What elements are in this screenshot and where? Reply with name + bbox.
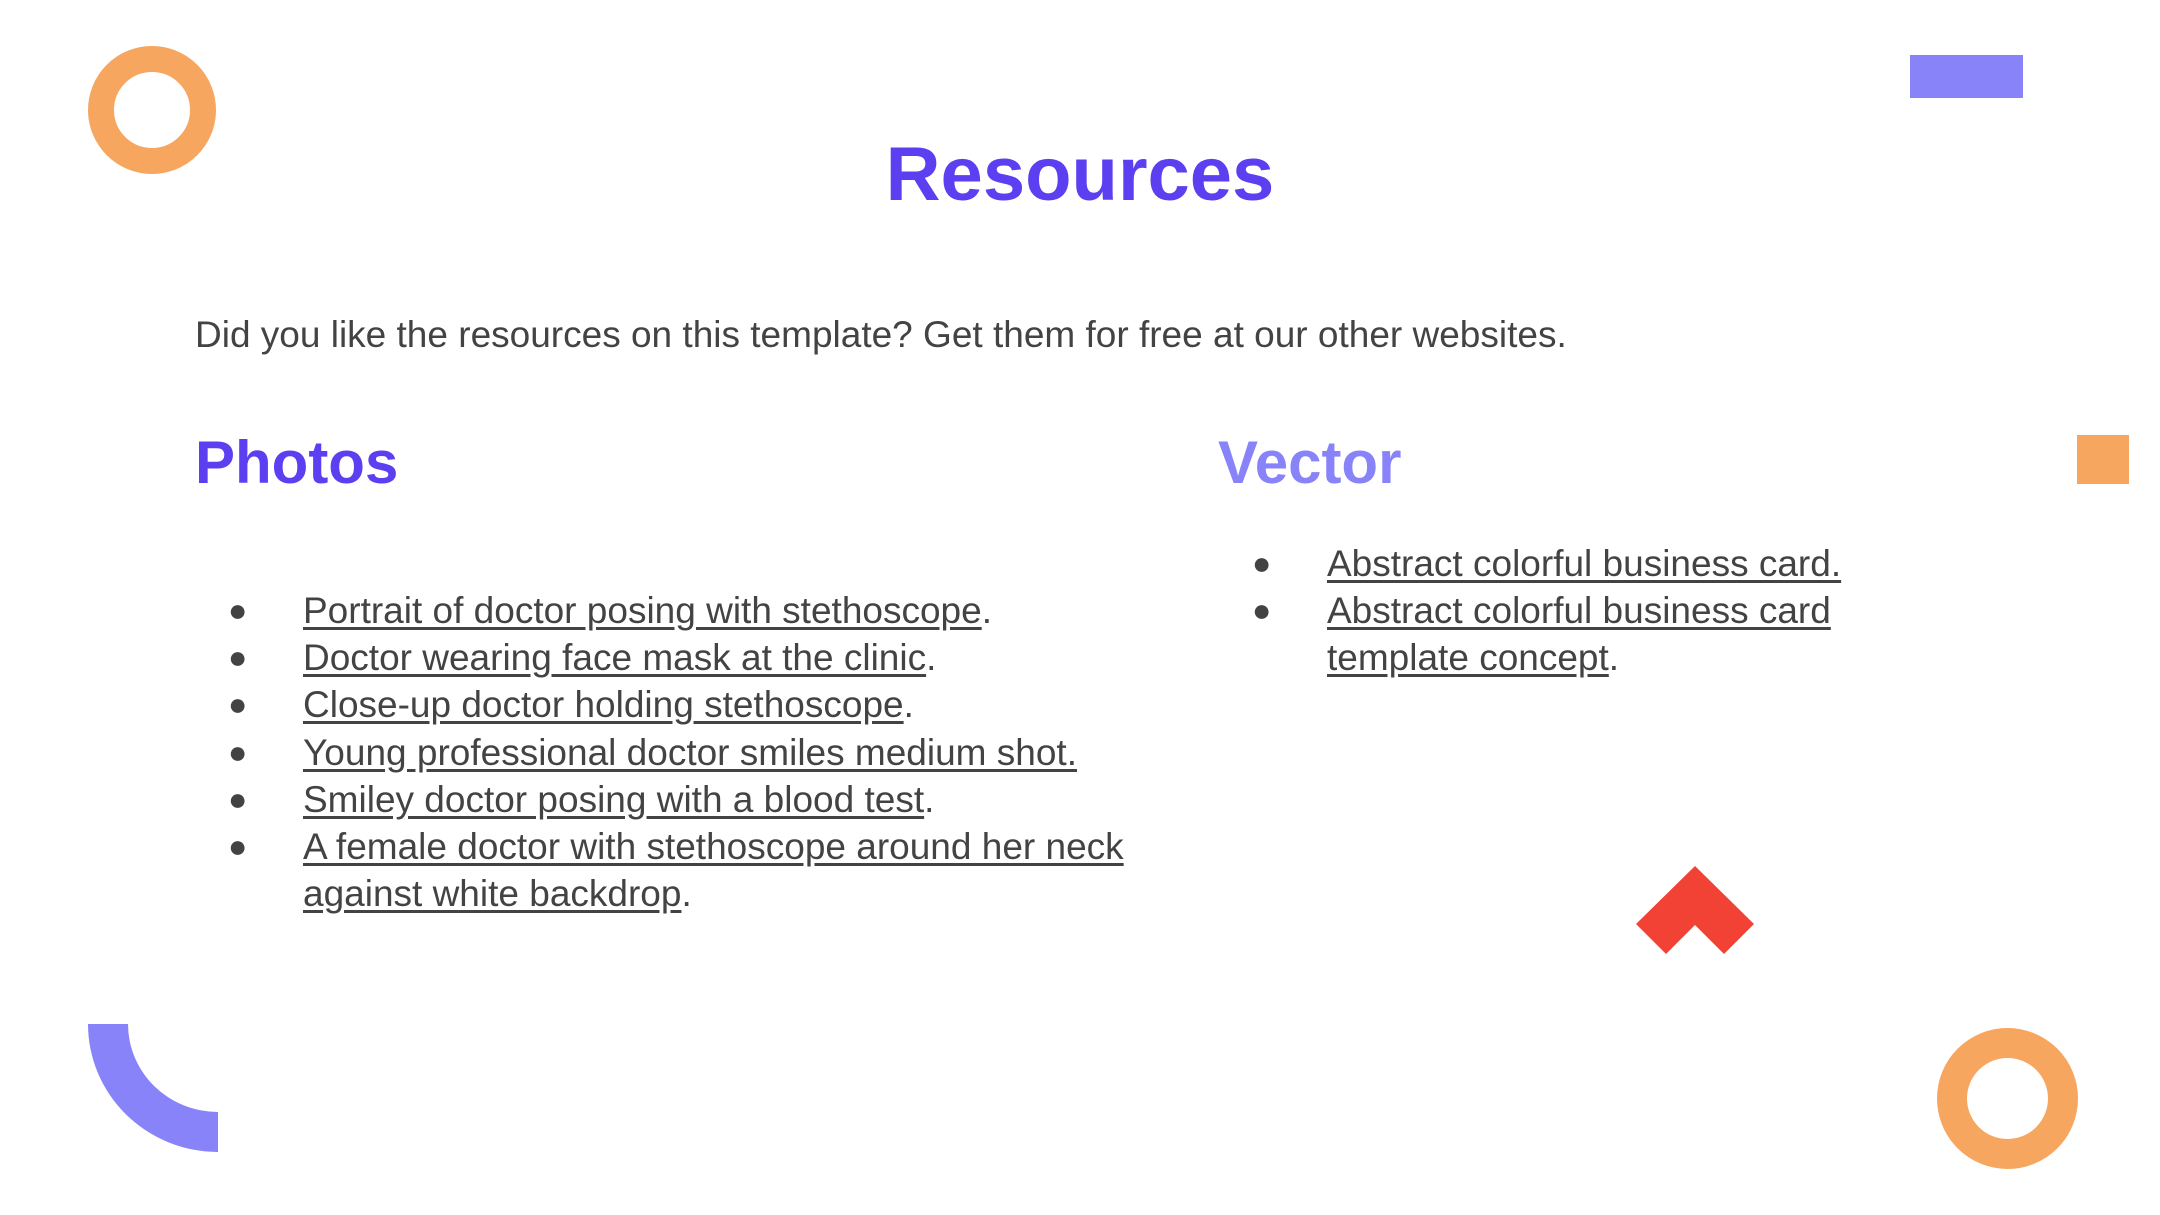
link-suffix: . (681, 873, 692, 915)
vector-list (1252, 540, 1952, 682)
list-item (228, 681, 1128, 728)
purple-arc-decoration (88, 1024, 218, 1152)
list-item (1252, 540, 1952, 587)
photo-link-blood-test[interactable]: Smiley doctor posing with a blood test (303, 778, 925, 820)
bullet-icon: ● (228, 639, 248, 676)
list-item (228, 823, 1128, 917)
intro-text: Did you like the resources on this template? Get them for free at our other websites. (195, 314, 1567, 355)
list-item (228, 634, 1128, 681)
chevron-up-icon (1636, 866, 1754, 954)
link-suffix: . (1608, 637, 1620, 679)
list-item (1252, 587, 1952, 681)
photos-list (228, 587, 1128, 917)
bullet-icon: ● (228, 592, 248, 628)
list-item (228, 729, 1128, 776)
link-suffix: . (981, 590, 992, 631)
photo-link-female-doctor[interactable]: A female doctor with stethoscope around her neck against white backdrop (303, 826, 1124, 915)
bullet-icon: ● (228, 780, 248, 817)
photo-link-portrait-doctor[interactable]: Portrait of doctor posing with stethoscope (303, 590, 982, 631)
bullet-icon: ● (228, 733, 248, 770)
link-suffix: . (924, 778, 935, 820)
list-item (228, 776, 1128, 823)
purple-rectangle-decoration (1910, 55, 2023, 98)
page-title: Resources (885, 132, 1275, 217)
link-suffix: . (903, 684, 914, 726)
bullet-icon: ● (228, 828, 248, 865)
list-item (228, 587, 1128, 634)
bullet-icon: ● (1252, 592, 1272, 629)
vector-heading: Vector (1218, 429, 1402, 496)
orange-square-decoration (2077, 435, 2129, 484)
bullet-icon: ● (1252, 545, 1272, 581)
vector-link-business-card-template[interactable]: Abstract colorful business card template concept (1327, 590, 1831, 679)
orange-ring-decoration (1937, 1028, 2078, 1169)
photos-heading: Photos (195, 429, 399, 496)
photo-link-young-doctor[interactable]: Young professional doctor smiles medium shot. (303, 731, 1077, 773)
link-suffix: . (926, 637, 937, 679)
vector-link-business-card[interactable]: Abstract colorful business card. (1327, 543, 1842, 584)
bullet-icon: ● (228, 686, 248, 723)
photo-link-close-up[interactable]: Close-up doctor holding stethoscope (303, 684, 904, 726)
photo-link-face-mask[interactable]: Doctor wearing face mask at the clinic (303, 637, 927, 679)
